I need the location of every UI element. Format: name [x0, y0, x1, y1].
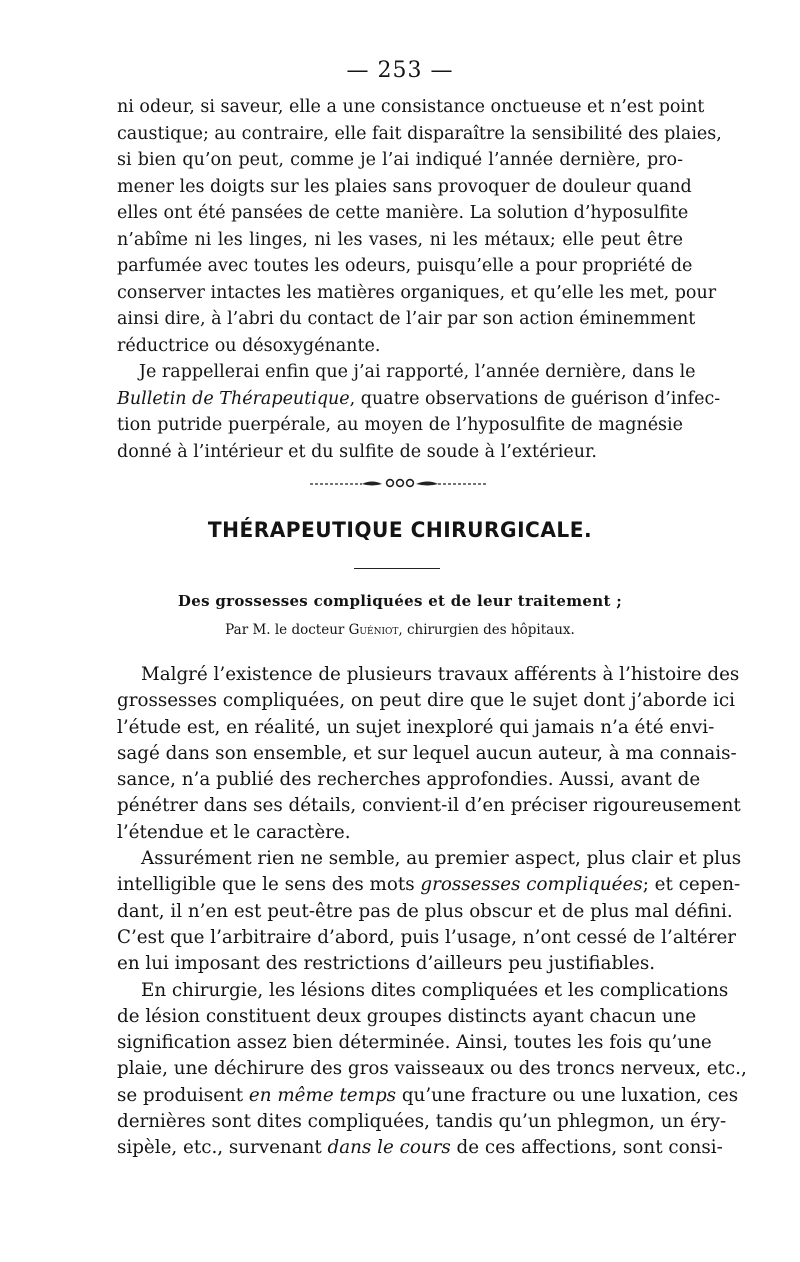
- text-fragment: ; et cepen-: [642, 874, 741, 896]
- text-fragment: intelligible que le sens des mots: [117, 874, 421, 896]
- article-body: [117, 662, 747, 1162]
- text-line: [117, 1135, 723, 1161]
- text-line: ainsi dire, à l’abri du contact de l’air par son action éminemment: [117, 309, 696, 329]
- italic-term: en même temps: [248, 1084, 397, 1106]
- text-line: dernières sont dites compliquées, tandis qu’un phlegmon, un éry-: [117, 1111, 727, 1133]
- text-line: caustique; au contraire, elle fait disparaître la sensibilité des plaies,: [117, 123, 722, 144]
- text-line: sagé dans son ensemble, et sur lequel aucun auteur, à ma connais-: [117, 742, 737, 764]
- text-line: mener les doigts sur les plaies sans provoquer de douleur quand: [117, 176, 692, 197]
- article-title: Des grossesses compliquées et de leur traitement ;: [177, 592, 623, 610]
- text-line: donné à l’intérieur et du sulfite de soude à l’extérieur.: [117, 441, 597, 462]
- text-fragment: de ces affections, sont consi-: [450, 1137, 723, 1159]
- text-line: parfumée avec toutes les odeurs, puisqu’elle a pour propriété de: [117, 256, 693, 276]
- section-heading: THÉRAPEUTIQUE CHIRURGICALE.: [207, 518, 593, 542]
- text-line: En chirurgie, les lésions dites compliquées et les complications: [141, 979, 729, 1001]
- byline-prefix: Par M. le docteur: [225, 622, 349, 638]
- page-number: — 253 —: [346, 58, 454, 83]
- text-fragment: sipèle, etc., survenant: [117, 1137, 328, 1159]
- italic-term: dans le cours: [327, 1137, 451, 1159]
- text-fragment: se produisent: [117, 1084, 249, 1106]
- text-line: pénétrer dans ses détails, convient-il d’en préciser rigoureusement: [117, 795, 741, 817]
- author-name: Guéniot: [348, 622, 399, 638]
- ornament-divider: [310, 476, 486, 490]
- text-line: plaie, une déchirure des gros vaisseaux ou des troncs nerveux, etc.,: [117, 1058, 747, 1080]
- text-line: de lésion constituent deux groupes distincts ayant chacun une: [117, 1005, 697, 1027]
- text-line: ni odeur, si saveur, elle a une consistance onctueuse et n’est point: [117, 97, 705, 117]
- text-line: en lui imposant des restrictions d’ailleurs peu justifiables.: [117, 953, 656, 975]
- journal-title: Bulletin de Thérapeutique: [117, 388, 350, 409]
- text-fragment: qu’une fracture ou une luxation, ces: [396, 1084, 739, 1106]
- heading-rule: [354, 568, 440, 569]
- text-line: n’abîme ni les linges, ni les vases, ni les métaux; elle peut être: [117, 229, 683, 250]
- text-line: [117, 386, 721, 413]
- text-fragment: , quatre observations de guérison d’infec-: [349, 388, 721, 409]
- author-byline: [0, 622, 800, 638]
- text-line: [117, 1083, 739, 1109]
- text-line: sance, n’a publié des recherches approfondies. Aussi, avant de: [117, 769, 701, 791]
- paragraph-continuation: [117, 94, 722, 465]
- text-line: réductrice ou désoxygénante.: [117, 335, 381, 356]
- text-line: Je rappellerai enfin que j’ai rapporté, l’année dernière, dans le: [139, 362, 696, 382]
- text-line: Assurément rien ne semble, au premier aspect, plus clair et plus: [141, 848, 742, 870]
- text-line: si bien qu’on peut, comme je l’ai indiqué l’année dernière, pro-: [117, 150, 683, 170]
- text-line: signification assez bien déterminée. Ainsi, toutes les fois qu’une: [117, 1032, 712, 1054]
- text-line: dant, il n’en est peut-être pas de plus obscur et de plus mal défini.: [117, 900, 733, 922]
- text-line: grossesses compliquées, on peut dire que le sujet dont j’aborde ici: [117, 690, 735, 712]
- text-line: Malgré l’existence de plusieurs travaux afférents à l’histoire des: [141, 664, 740, 685]
- italic-term: grossesses compliquées: [420, 874, 643, 896]
- text-line: conserver intactes les matières organiques, et qu’elle les met, pour: [117, 282, 717, 303]
- text-line: tion putride puerpérale, au moyen de l’hyposulfite de magnésie: [117, 415, 683, 435]
- text-line: [117, 872, 741, 898]
- text-line: elles ont été pansées de cette manière. La solution d’hyposulfite: [117, 203, 689, 223]
- text-line: l’étendue et le caractère.: [117, 821, 351, 843]
- text-line: l’étude est, en réalité, un sujet inexploré qui jamais n’a été envi-: [117, 716, 715, 738]
- text-line: C’est que l’arbitraire d’abord, puis l’usage, n’ont cessé de l’altérer: [117, 926, 737, 948]
- byline-suffix: , chirurgien des hôpitaux.: [398, 622, 575, 638]
